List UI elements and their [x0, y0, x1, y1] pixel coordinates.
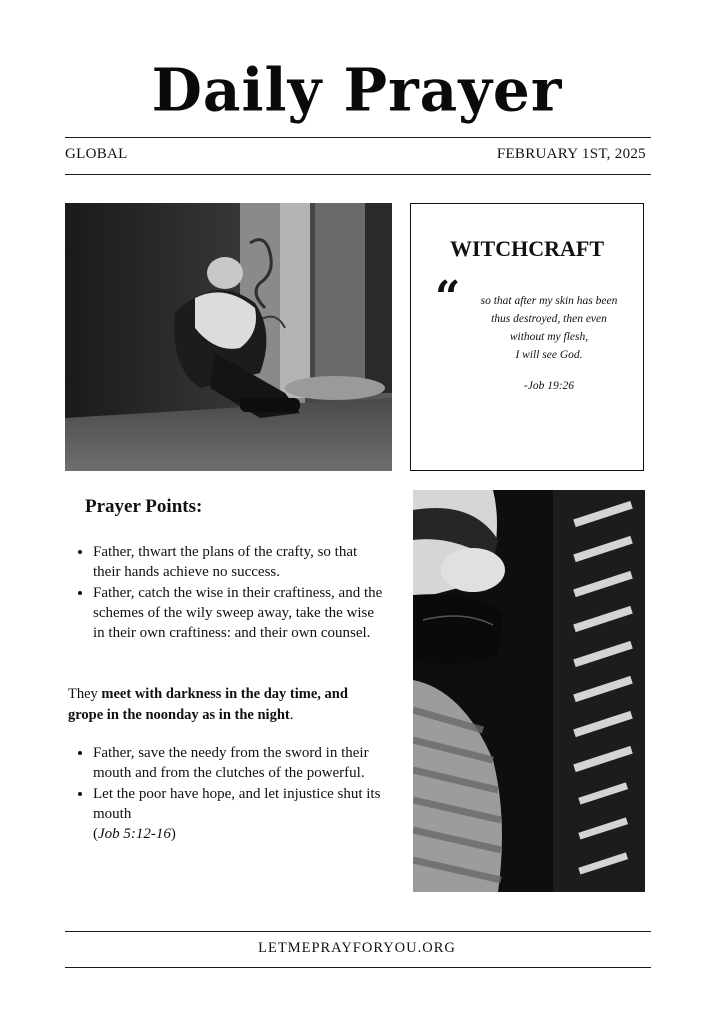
- date-label: FEBRUARY 1ST, 2025: [496, 146, 646, 162]
- photo-masked-person: [413, 490, 645, 892]
- quote-box-title: WITCHCRAFT: [449, 236, 604, 261]
- scripture-quote-box: [410, 203, 644, 471]
- header-rule-top: [65, 137, 651, 138]
- scripture-close-paren: ): [170, 826, 176, 843]
- footer-rule-bottom: [65, 967, 651, 968]
- quote-line: so that after my skin has been: [480, 295, 618, 307]
- quote-mark-icon: “: [435, 272, 461, 323]
- quote-reference: -Job 19:26: [523, 380, 575, 392]
- statement-bold: meet with darkness in the day time, and grope in the noonday as in the night: [68, 686, 348, 723]
- scripture-open-paren: (: [93, 826, 98, 843]
- quote-line: I will see God.: [515, 349, 583, 361]
- quote-line: thus destroyed, then even: [491, 313, 607, 325]
- darkness-statement: [68, 684, 368, 726]
- prayer-point-item: [93, 784, 383, 845]
- quote-line: without my flesh,: [509, 331, 589, 343]
- prayer-points-list-first: [75, 542, 383, 643]
- statement-prefix: They: [68, 686, 102, 702]
- statement-suffix: .: [289, 707, 294, 723]
- footer-rule-top: [65, 931, 651, 932]
- prayer-point-item: • Father, catch the wise in their craftiness, and the schemes of the wily sweep away, take the wise in their own craftiness: and their own counsel.: [93, 583, 383, 644]
- region-label: GLOBAL: [65, 146, 128, 162]
- prayer-points-list-second: [75, 743, 383, 844]
- prayer-point-text: Let the poor have hope, and let injustice shut its mouth: [93, 785, 381, 822]
- prayer-points-title: Prayer Points:: [85, 496, 203, 517]
- photo-crouching-person: [65, 203, 392, 471]
- prayer-point-item: • Father, thwart the plans of the crafty, so that their hands achieve no success.: [93, 542, 383, 583]
- header-rule-bottom: [65, 174, 651, 175]
- photo-crouching-person-image: [65, 203, 392, 471]
- quote-text: [469, 292, 629, 364]
- scripture-ref-text: Job 5:12-16: [98, 826, 171, 843]
- photo-masked-person-image: [413, 490, 645, 892]
- prayer-point-item: • Father, save the needy from the sword in their mouth and from the clutches of the powerful.: [93, 743, 383, 784]
- footer-site: LETMEPRAYFORYOU.ORG: [258, 940, 456, 956]
- scripture-reference: [93, 824, 383, 844]
- masthead-title: Daily Prayer: [151, 55, 563, 125]
